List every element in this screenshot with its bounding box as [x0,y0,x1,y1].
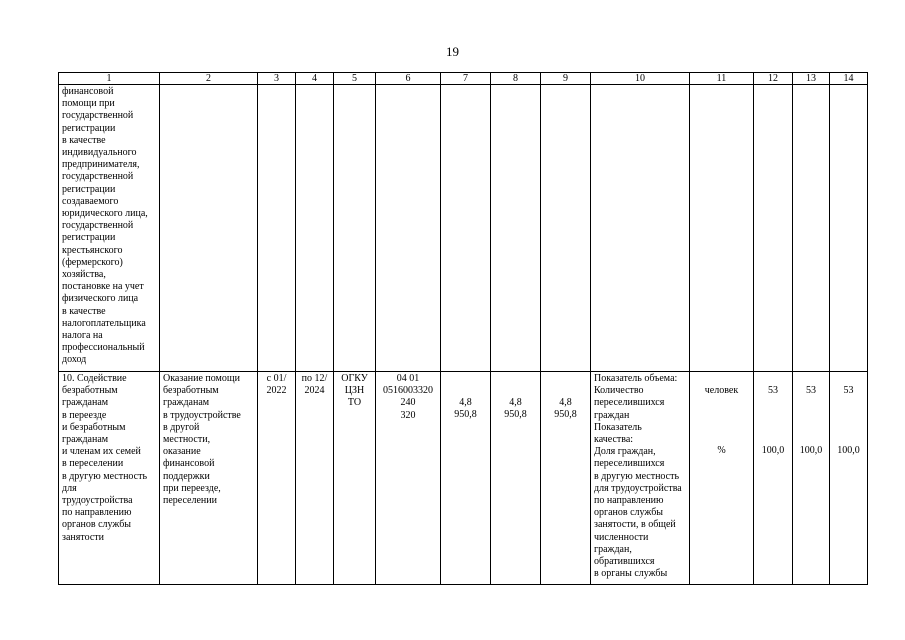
measure-name-cell: финансовой помощи при государственной регистрации в качестве индивидуального предпринимателя, государственной регистрации создаваемого юридического лица, государственной регистрации крестьянского (фермерского) хозяйства, постановке на учет физического лица в качестве налогоплательщика налога на профессиональный доход [59,85,160,372]
column-number: 9 [541,73,591,85]
empty-cell [296,85,334,372]
value-cell [754,372,793,585]
column-number: 10 [591,73,690,85]
empty-cell [441,85,491,372]
page-number: 19 [446,44,459,59]
indicator-value: 53 [768,385,778,396]
funding-value: 4,8 950,8 [554,397,577,421]
column-number: 8 [491,73,541,85]
end-date-cell: по 12/ 2024 [296,372,334,585]
unit-value: человек [704,385,739,396]
empty-cell [793,85,830,372]
start-date-cell: с 01/ 2022 [258,372,296,585]
empty-cell [591,85,690,372]
empty-cell [376,85,441,372]
funding-cell [491,372,541,585]
indicator-value: 100,0 [761,445,785,457]
column-number: 14 [830,73,868,85]
column-number: 4 [296,73,334,85]
empty-cell [541,85,591,372]
column-number: 7 [441,73,491,85]
column-number: 12 [754,73,793,85]
indicator-value: 100,0 [837,445,860,457]
empty-cell [160,85,258,372]
measure-content-cell: Оказание помощи безработным гражданам в трудоустройстве в другой местности, оказание финансовой поддержки при переезде, переселении [160,372,258,585]
funding-cell [441,372,491,585]
indicator-value: 100,0 [799,445,823,457]
indicator-value: 53 [806,385,816,396]
empty-cell [491,85,541,372]
funding-value: 4,8 950,8 [504,397,527,421]
funding-cell [541,372,591,585]
indicator-value: 53 [843,385,854,396]
column-number: 13 [793,73,830,85]
table-row [59,85,868,372]
value-cell [830,372,868,585]
value-cell [793,372,830,585]
table-row [59,372,868,585]
measure-name-cell: 10. Содействие безработным гражданам в переезде и безработным гражданам и членам их семей в переселении в другую местность для трудоустройства по направлению органов службы занятости [59,372,160,585]
column-number: 11 [690,73,754,85]
budget-code-cell: 04 01 0516003320 240 320 [376,372,441,585]
column-number: 6 [376,73,441,85]
column-numbers-row [59,73,868,85]
unit-cell [690,372,754,585]
unit-value: % [717,445,726,457]
column-number: 2 [160,73,258,85]
column-number: 5 [334,73,376,85]
column-number: 1 [59,73,160,85]
program-table [58,72,868,585]
empty-cell [754,85,793,372]
empty-cell [258,85,296,372]
executor-cell: ОГКУ ЦЗН ТО [334,372,376,585]
empty-cell [830,85,868,372]
funding-value: 4,8 950,8 [454,397,477,421]
empty-cell [334,85,376,372]
column-number: 3 [258,73,296,85]
indicator-cell: Показатель объема: Количество переселившихся граждан Показатель качества: Доля граждан, переселившихся в другую местность для трудоустройства по направлению органов службы занятости, в общей численности граждан, обратившихся в органы службы [591,372,690,585]
empty-cell [690,85,754,372]
